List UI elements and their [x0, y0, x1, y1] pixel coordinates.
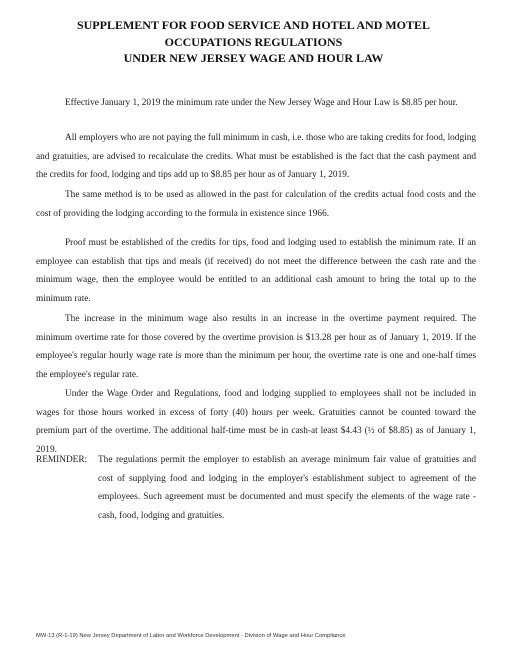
paragraph-overtime: The increase in the minimum wage also results in an increase in the overtime payment required. The minimum overtime rate for those covered by the overtime provision is $13.28 per hour as of January 1, 2019. If the employee's regular hourly wage rate is more than the minimum per hour, the overtime rate is one and one-half times the employee's regular rate. — [36, 314, 476, 380]
paragraph-calculation-method: The same method is to be used as allowed in the past for calculation of the credits actual food costs and the cost of providing the lodging according to the formula in existence since 1966. — [36, 190, 476, 219]
title-line-1: SUPPLEMENT FOR FOOD SERVICE AND HOTEL AND MOTEL — [76, 18, 431, 32]
paragraph-credits-recalculation: All employers who are not paying the full minimum in cash, i.e. those who are taking credits for food, lodging and gratuities, are advised to recalculate the credits. What must be established is the fact that the cash payment and the credits for food, lodging and tips add up to $8.85 per hour as of January 1, 2019. — [36, 133, 476, 180]
paragraph-effective-date: Effective January 1, 2019 the minimum rate under the New Jersey Wage and Hour Law is $8.85 per hour. — [65, 98, 458, 108]
reminder-text: The regulations permit the employer to establish an average minimum fair value of gratuities and cost of supplying food and lodging in the employer's establishment subject to agreement of the employees. Such agreement must be documented and must specify the elements of the wage rate - cash, food, lodging and gratuities. — [98, 455, 476, 521]
title-line-3: UNDER NEW JERSEY WAGE AND HOUR LAW — [123, 51, 384, 65]
paragraph-wage-order: Under the Wage Order and Regulations, food and lodging supplied to employees shall not be included in wages for those hours worked in excess of forty (40) hours per week. Gratuities cannot be counted toward the premium part of the overtime. The additional half-time must be in cash-at least $4.43 (½ of $8.85) as of January 1, 2019. — [36, 389, 476, 455]
paragraph-proof-of-credits: Proof must be established of the credits for tips, food and lodging used to establish the minimum rate. If an employee can establish that tips and meals (if received) do not meet the difference between the cash rate and the minimum wage, then the employee would be entitled to an additional cash amount to bring the total up to the minimum rate. — [36, 238, 476, 304]
document-title — [0, 17, 507, 67]
title-line-2: OCCUPATIONS REGULATIONS — [164, 34, 343, 49]
form-footer: MW-13 (R-1-19) New Jersey Department of Labor and Workforce Development - Division of Wage and Hour Compliance — [36, 633, 346, 639]
reminder-label: REMINDER: — [36, 455, 88, 465]
